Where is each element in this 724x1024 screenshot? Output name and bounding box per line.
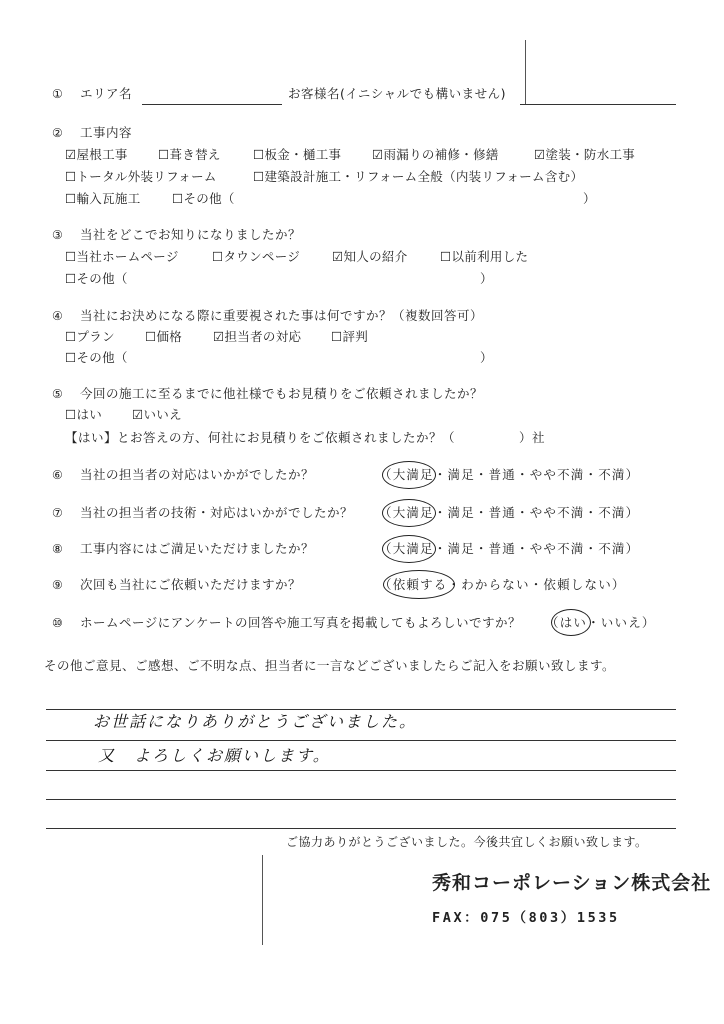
q10-selected-circle bbox=[551, 609, 591, 636]
q2-checkbox-other[interactable]: ☐その他（ bbox=[172, 191, 235, 206]
q6-number: ⑥ bbox=[52, 468, 63, 482]
q4-other-close: ） bbox=[480, 350, 493, 365]
q9-number: ⑨ bbox=[52, 578, 63, 592]
q4-checkbox-price[interactable]: ☐価格 bbox=[145, 329, 183, 344]
q3-checkbox-homepage[interactable]: ☐当社ホームページ bbox=[65, 249, 179, 264]
comment-handwritten-2: 又 よろしくお願いします。 bbox=[98, 746, 331, 765]
q8-label: 工事内容にはご満足いただけましたか？ bbox=[80, 541, 315, 556]
comments-prompt: その他ご意見、ご感想、ご不明な点、担当者に一言などございましたらご記入をお願い致します。 bbox=[44, 658, 616, 673]
area-label: エリア名 bbox=[80, 86, 133, 101]
q7-label: 当社の担当者の技術・対応はいかがでしたか？ bbox=[80, 505, 354, 520]
q3-checkbox-other[interactable]: ☐その他（ bbox=[65, 271, 128, 286]
q9-label: 次回も当社にご依頼いただけますか？ bbox=[80, 577, 302, 592]
q4-checkbox-plan[interactable]: ☐プラン bbox=[65, 329, 115, 344]
q4-checkbox-staff[interactable]: ☑担当者の対応 bbox=[213, 329, 302, 344]
q10-scale: （はい・いいえ） bbox=[546, 615, 656, 630]
comment-line-2[interactable] bbox=[46, 740, 676, 741]
q6-selected-circle bbox=[382, 461, 436, 489]
q4-label: 当社にお決めになる際に重要視された事は何ですか？（複数回答可） bbox=[80, 308, 484, 323]
customer-name-label: お客様名(イニシャルでも構いません) bbox=[288, 86, 507, 101]
footer-divider-line bbox=[262, 855, 263, 945]
q7-scale: （大満足・満足・普通・やや不満・不満） bbox=[379, 505, 640, 520]
q9-selected-circle bbox=[383, 570, 455, 599]
q5-followup: 【はい】とお答えの方、何社にお見積りをご依頼されましたか？（ bbox=[65, 430, 456, 445]
q5-label: 今回の施工に至るまでに他社様でもお見積りをご依頼されましたか？ bbox=[80, 386, 484, 401]
q8-selected-circle bbox=[382, 535, 436, 563]
q6-scale: （大満足・満足・普通・やや不満・不満） bbox=[379, 467, 640, 482]
vertical-guide-line bbox=[525, 40, 526, 104]
q5-checkbox-no[interactable]: ☑いいえ bbox=[132, 407, 182, 422]
q2-checkbox-sheetmetal[interactable]: ☐板金・樋工事 bbox=[253, 147, 342, 162]
q3-label: 当社をどこでお知りになりましたか？ bbox=[80, 227, 302, 242]
fax-number: FAX：075（803）1535 bbox=[432, 910, 620, 926]
q8-scale: （大満足・満足・普通・やや不満・不満） bbox=[379, 541, 640, 556]
q1-number: ① bbox=[52, 87, 63, 101]
q2-checkbox-reroof[interactable]: ☐葺き替え bbox=[158, 147, 221, 162]
q2-checkbox-painting[interactable]: ☑塗装・防水工事 bbox=[534, 147, 636, 162]
comment-line-4[interactable] bbox=[46, 799, 676, 800]
q4-checkbox-other[interactable]: ☐その他（ bbox=[65, 350, 128, 365]
q2-checkbox-exterior[interactable]: ☐トータル外装リフォーム bbox=[65, 169, 217, 184]
comment-handwritten-1: お世話になりありがとうございました。 bbox=[93, 712, 418, 731]
q3-number: ③ bbox=[52, 228, 63, 242]
q2-checkbox-leak-repair[interactable]: ☑雨漏りの補修・修繕 bbox=[372, 147, 499, 162]
q2-checkbox-roof[interactable]: ☑屋根工事 bbox=[65, 147, 128, 162]
q6-label: 当社の担当者の対応はいかがでしたか？ bbox=[80, 467, 315, 482]
area-input-line[interactable] bbox=[142, 104, 282, 105]
q7-selected-circle bbox=[382, 499, 436, 527]
q2-number: ② bbox=[52, 126, 63, 140]
q3-other-close: ） bbox=[480, 271, 493, 286]
comment-line-1[interactable] bbox=[46, 709, 676, 710]
q2-checkbox-import-tile[interactable]: ☐輸入瓦施工 bbox=[65, 191, 141, 206]
q8-number: ⑧ bbox=[52, 542, 63, 556]
q2-label: 工事内容 bbox=[80, 125, 133, 140]
q3-checkbox-townpage[interactable]: ☐タウンページ bbox=[212, 249, 301, 264]
q2-checkbox-architecture[interactable]: ☐建築設計施工・リフォーム全般（内装リフォーム含む） bbox=[253, 169, 584, 184]
q10-label: ホームページにアンケートの回答や施工写真を掲載してもよろしいですか？ bbox=[80, 615, 522, 630]
comment-line-5[interactable] bbox=[46, 828, 676, 829]
q5-followup-end: ）社 bbox=[519, 430, 546, 445]
q4-checkbox-reputation[interactable]: ☐評判 bbox=[331, 329, 369, 344]
q5-number: ⑤ bbox=[52, 387, 63, 401]
customer-name-input-line[interactable] bbox=[520, 104, 676, 105]
q3-checkbox-previous[interactable]: ☐以前利用した bbox=[440, 249, 529, 264]
company-name: 秀和コーポレーション株式会社 bbox=[432, 872, 712, 894]
q5-checkbox-yes[interactable]: ☐はい bbox=[65, 407, 103, 422]
q4-number: ④ bbox=[52, 309, 63, 323]
q2-other-close: ） bbox=[583, 191, 596, 206]
q10-number: ⑩ bbox=[52, 616, 63, 630]
comment-line-3[interactable] bbox=[46, 770, 676, 771]
q3-checkbox-referral[interactable]: ☑知人の紹介 bbox=[332, 249, 408, 264]
q7-number: ⑦ bbox=[52, 506, 63, 520]
thanks-message: ご協力ありがとうございました。今後共宜しくお願い致します。 bbox=[286, 835, 648, 849]
q9-scale: （依頼する・わからない・依頼しない） bbox=[379, 577, 626, 592]
